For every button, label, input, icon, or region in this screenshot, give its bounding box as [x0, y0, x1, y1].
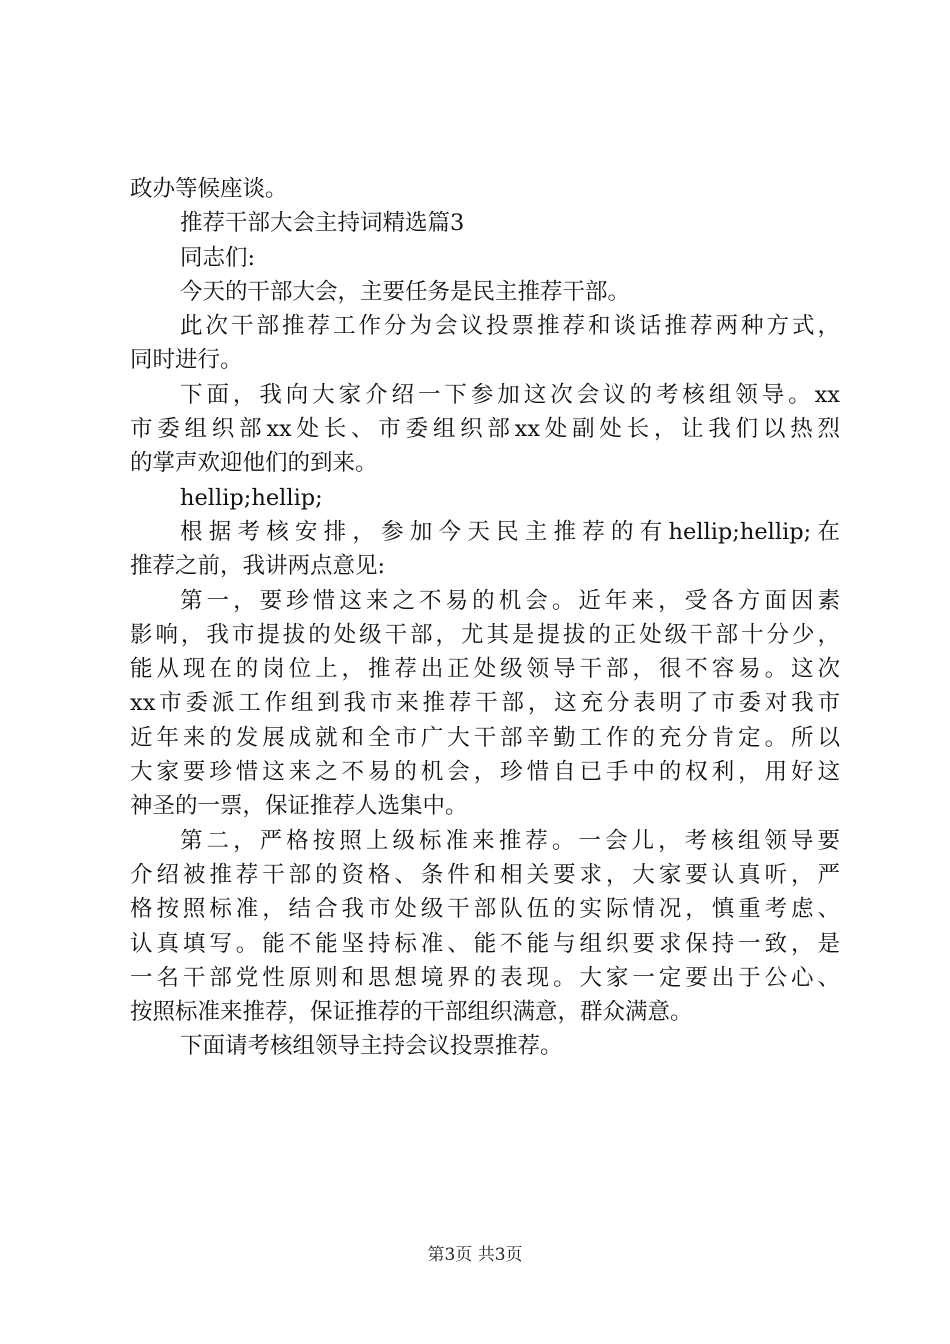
text-line: 介绍被推荐干部的资格、条件和相关要求，大家要认真听，严	[130, 861, 840, 888]
text-line: 大家要珍惜这来之不易的机会，珍惜自已手中的权利，用好这	[130, 759, 840, 786]
text-line: 第一，要珍惜这来之不易的机会。近年来，受各方面因素	[180, 587, 840, 614]
text-line: 能从现在的岗位上，推荐出正处级领导干部，很不容易。这次	[130, 656, 840, 683]
text-line: 第二，严格按照上级标准来推荐。一会儿，考核组领导要	[180, 827, 840, 854]
text-line: 今天的干部大会，主要任务是民主推荐干部。	[180, 278, 631, 305]
text-line: 同时进行。	[130, 347, 243, 374]
text-line: 的掌声欢迎他们的到来。	[130, 450, 378, 477]
text-line: 一名干部党性原则和思想境界的表现。大家一定要出于公心、	[130, 964, 840, 991]
text-line: 此次干部推荐工作分为会议投票推荐和谈话推荐两种方式，	[180, 313, 840, 340]
text-line: 同志们:	[180, 244, 256, 271]
text-line: 政办等候座谈。	[130, 176, 288, 202]
text-line: 影响，我市提拔的处级干部，尤其是提拔的正处级干部十分少，	[130, 621, 840, 648]
text-line: 神圣的一票，保证推荐人选集中。	[130, 793, 468, 820]
text-line: 下面，我向大家介绍一下参加这次会议的考核组领导。xx	[180, 381, 840, 408]
text-line: 按照标准来推荐，保证推荐的干部组织满意，群众满意。	[130, 999, 693, 1026]
document-body	[130, 172, 840, 1064]
page-footer: 第3页 共3页	[427, 1245, 523, 1265]
text-line: 近年来的发展成就和全市广大干部辛勤工作的充分肯定。所以	[130, 724, 840, 751]
text-line: hellip;hellip;	[180, 484, 323, 511]
text-line: 推荐干部大会主持词精选篇3	[180, 210, 465, 237]
text-line: 市委组织部xx处长、市委组织部xx处副处长，让我们以热烈	[130, 416, 840, 443]
text-line: xx市委派工作组到我市来推荐干部，这充分表明了市委对我市	[130, 690, 840, 717]
text-line: 根据考核安排，参加今天民主推荐的有hellip;hellip;在	[180, 518, 840, 545]
text-line: 认真填写。能不能坚持标准、能不能与组织要求保持一致，是	[130, 930, 840, 957]
text-line: 格按照标准，结合我市处级干部队伍的实际情况，慎重考虑、	[130, 896, 840, 923]
text-line: 推荐之前，我讲两点意见:	[130, 553, 386, 580]
text-line: 下面请考核组领导主持会议投票推荐。	[180, 1033, 563, 1060]
